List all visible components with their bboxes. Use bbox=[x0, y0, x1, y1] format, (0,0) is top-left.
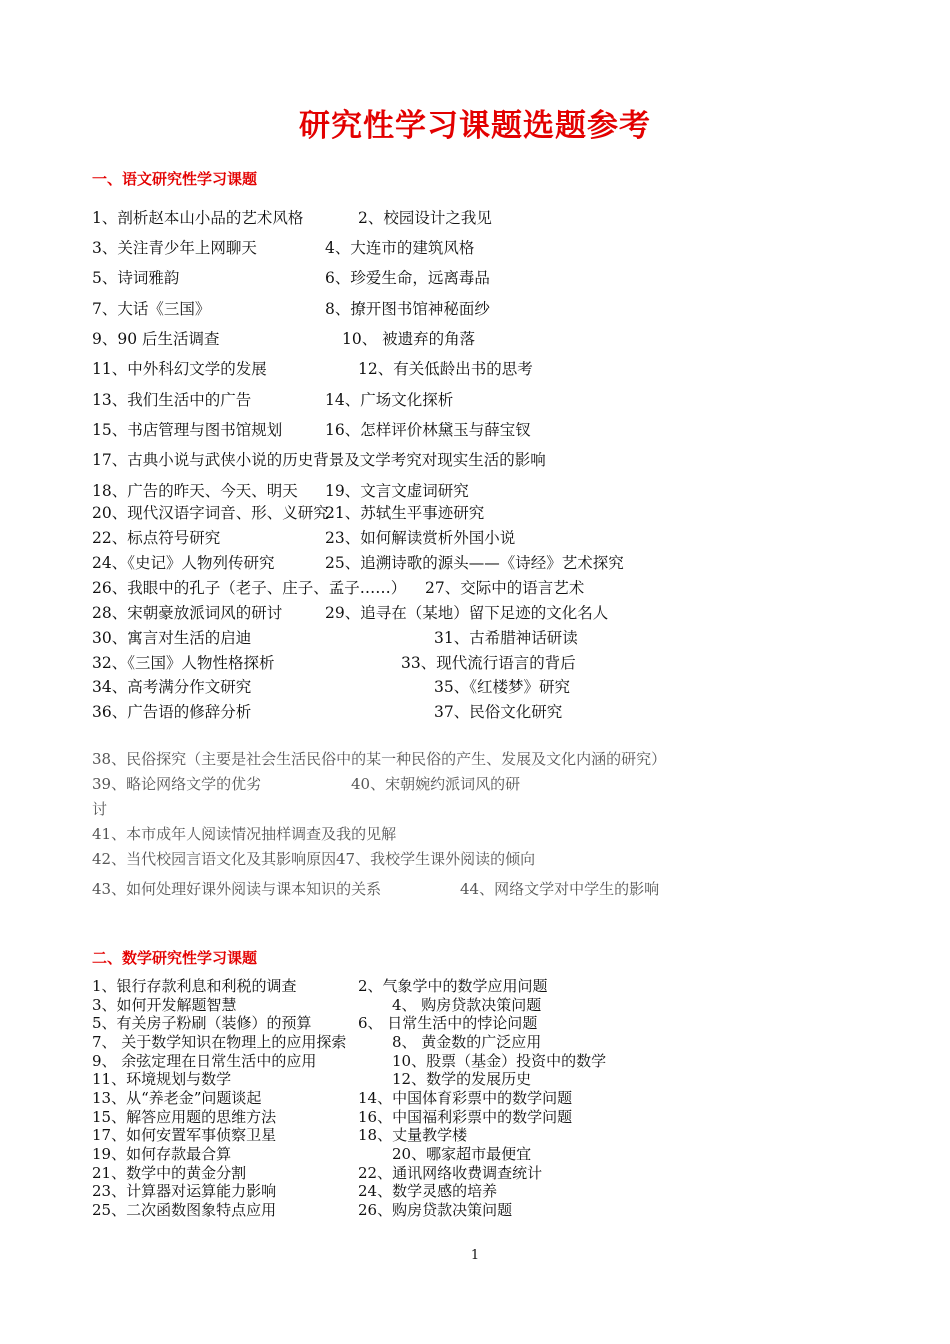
list-item: 6、 日常生活中的悖论问题 bbox=[358, 1014, 538, 1032]
list-item: 1、剖析赵本山小品的艺术风格 bbox=[92, 209, 304, 227]
list-item: 31、古希腊神话研读 bbox=[434, 629, 578, 647]
list-item: 29、追寻在（某地）留下足迹的文化名人 bbox=[325, 604, 609, 622]
list-item: 6、珍爱生命，远离毒品 bbox=[325, 269, 490, 287]
list-item: 5、有关房子粉刷（装修）的预算 bbox=[92, 1014, 312, 1032]
section-heading-math: 二、数学研究性学习课题 bbox=[92, 949, 258, 967]
list-item: 1、银行存款利息和利税的调查 bbox=[92, 977, 297, 995]
list-item: 10、股票（基金）投资中的数学 bbox=[392, 1052, 607, 1070]
list-item: 11、中外科幻文学的发展 bbox=[92, 360, 267, 378]
list-item: 37、民俗文化研究 bbox=[434, 703, 563, 721]
list-item: 20、现代汉语字词音、形、义研究 bbox=[92, 504, 329, 522]
list-item: 15、解答应用题的思维方法 bbox=[92, 1108, 277, 1126]
list-item: 16、中国福利彩票中的数学问题 bbox=[358, 1108, 573, 1126]
list-item: 17、古典小说与武侠小说的历史背景及文学考究对现实生活的影响 bbox=[92, 451, 546, 469]
list-item: 14、中国体育彩票中的数学问题 bbox=[358, 1089, 573, 1107]
list-item: 32、《三国》人物性格探析 bbox=[92, 654, 275, 672]
list-item: 16、怎样评价林黛玉与薛宝钗 bbox=[325, 421, 531, 439]
list-item: 18、广告的昨天、今天、明天 bbox=[92, 482, 298, 500]
list-item: 10、 被遗弃的角落 bbox=[342, 330, 476, 348]
list-item: 17、如何安置军事侦察卫星 bbox=[92, 1126, 277, 1144]
list-item: 23、计算器对运算能力影响 bbox=[92, 1182, 277, 1200]
list-item: 41、本市成年人阅读情况抽样调查及我的见解 bbox=[92, 825, 397, 843]
list-item: 20、哪家超市最便宜 bbox=[392, 1145, 532, 1163]
list-item: 42、当代校园言语文化及其影响原因 bbox=[92, 850, 337, 868]
list-item: 18、丈量教学楼 bbox=[358, 1126, 468, 1144]
list-item: 26、我眼中的孔子（老子、庄子、孟子……） bbox=[92, 579, 407, 597]
list-item: 24、《史记》人物列传研究 bbox=[92, 554, 275, 572]
list-item: 12、有关低龄出书的思考 bbox=[358, 360, 533, 378]
list-item: 35、《红楼梦》研究 bbox=[434, 678, 570, 696]
list-item: 21、数学中的黄金分割 bbox=[92, 1164, 247, 1182]
list-item: 25、二次函数图象特点应用 bbox=[92, 1201, 277, 1219]
section-heading-chinese: 一、语文研究性学习课题 bbox=[92, 170, 258, 188]
list-item: 13、我们生活中的广告 bbox=[92, 391, 252, 409]
list-item: 34、高考满分作文研究 bbox=[92, 678, 252, 696]
list-item: 23、如何解读赏析外国小说 bbox=[325, 529, 516, 547]
list-item: 22、标点符号研究 bbox=[92, 529, 221, 547]
list-item: 3、关注青少年上网聊天 bbox=[92, 239, 257, 257]
list-item: 3、如何开发解题智慧 bbox=[92, 996, 237, 1014]
list-item: 4、 购房贷款决策问题 bbox=[392, 996, 542, 1014]
list-item: 8、 黄金数的广泛应用 bbox=[392, 1033, 542, 1051]
page-number: 1 bbox=[470, 1248, 480, 1263]
list-item: 43、如何处理好课外阅读与课本知识的关系 bbox=[92, 880, 382, 898]
list-item: 13、从“养老金”问题谈起 bbox=[92, 1089, 262, 1107]
list-item: 44、网络文学对中学生的影响 bbox=[460, 880, 660, 898]
list-item: 47、我校学生课外阅读的倾向 bbox=[336, 850, 536, 868]
list-item: 讨 bbox=[92, 800, 108, 818]
list-item: 30、寓言对生活的启迪 bbox=[92, 629, 252, 647]
list-item: 4、大连市的建筑风格 bbox=[325, 239, 475, 257]
list-item: 2、校园设计之我见 bbox=[358, 209, 492, 227]
list-item: 39、略论网络文学的优劣 bbox=[92, 775, 262, 793]
list-item: 40、宋朝婉约派词风的研 bbox=[351, 775, 521, 793]
list-item: 7、大话《三国》 bbox=[92, 300, 211, 318]
list-item: 38、民俗探究（主要是社会生活民俗中的某一种民俗的产生、发展及文化内涵的研究） bbox=[92, 750, 667, 768]
list-item: 19、如何存款最合算 bbox=[92, 1145, 232, 1163]
list-item: 7、 关于数学知识在物理上的应用探索 bbox=[92, 1033, 347, 1051]
list-item: 5、诗词雅韵 bbox=[92, 269, 180, 287]
list-item: 8、撩开图书馆神秘面纱 bbox=[325, 300, 490, 318]
list-item: 12、数学的发展历史 bbox=[392, 1070, 532, 1088]
list-item: 25、追溯诗歌的源头——《诗经》艺术探究 bbox=[325, 554, 624, 572]
list-item: 19、文言文虚词研究 bbox=[325, 482, 469, 500]
list-item: 24、数学灵感的培养 bbox=[358, 1182, 498, 1200]
list-item: 26、购房贷款决策问题 bbox=[358, 1201, 513, 1219]
list-item: 9、 余弦定理在日常生活中的应用 bbox=[92, 1052, 317, 1070]
page-title: 研究性学习课题选题参考 bbox=[299, 108, 651, 144]
list-item: 27、交际中的语言艺术 bbox=[425, 579, 585, 597]
list-item: 9、90 后生活调查 bbox=[92, 330, 220, 348]
list-item: 28、宋朝豪放派词风的研讨 bbox=[92, 604, 283, 622]
list-item: 2、气象学中的数学应用问题 bbox=[358, 977, 548, 995]
list-item: 33、现代流行语言的背后 bbox=[401, 654, 576, 672]
list-item: 21、苏轼生平事迹研究 bbox=[325, 504, 485, 522]
list-item: 36、广告语的修辞分析 bbox=[92, 703, 252, 721]
list-item: 22、通讯网络收费调查统计 bbox=[358, 1164, 543, 1182]
list-item: 11、环境规划与数学 bbox=[92, 1070, 232, 1088]
list-item: 14、广场文化探析 bbox=[325, 391, 454, 409]
list-item: 15、书店管理与图书馆规划 bbox=[92, 421, 283, 439]
